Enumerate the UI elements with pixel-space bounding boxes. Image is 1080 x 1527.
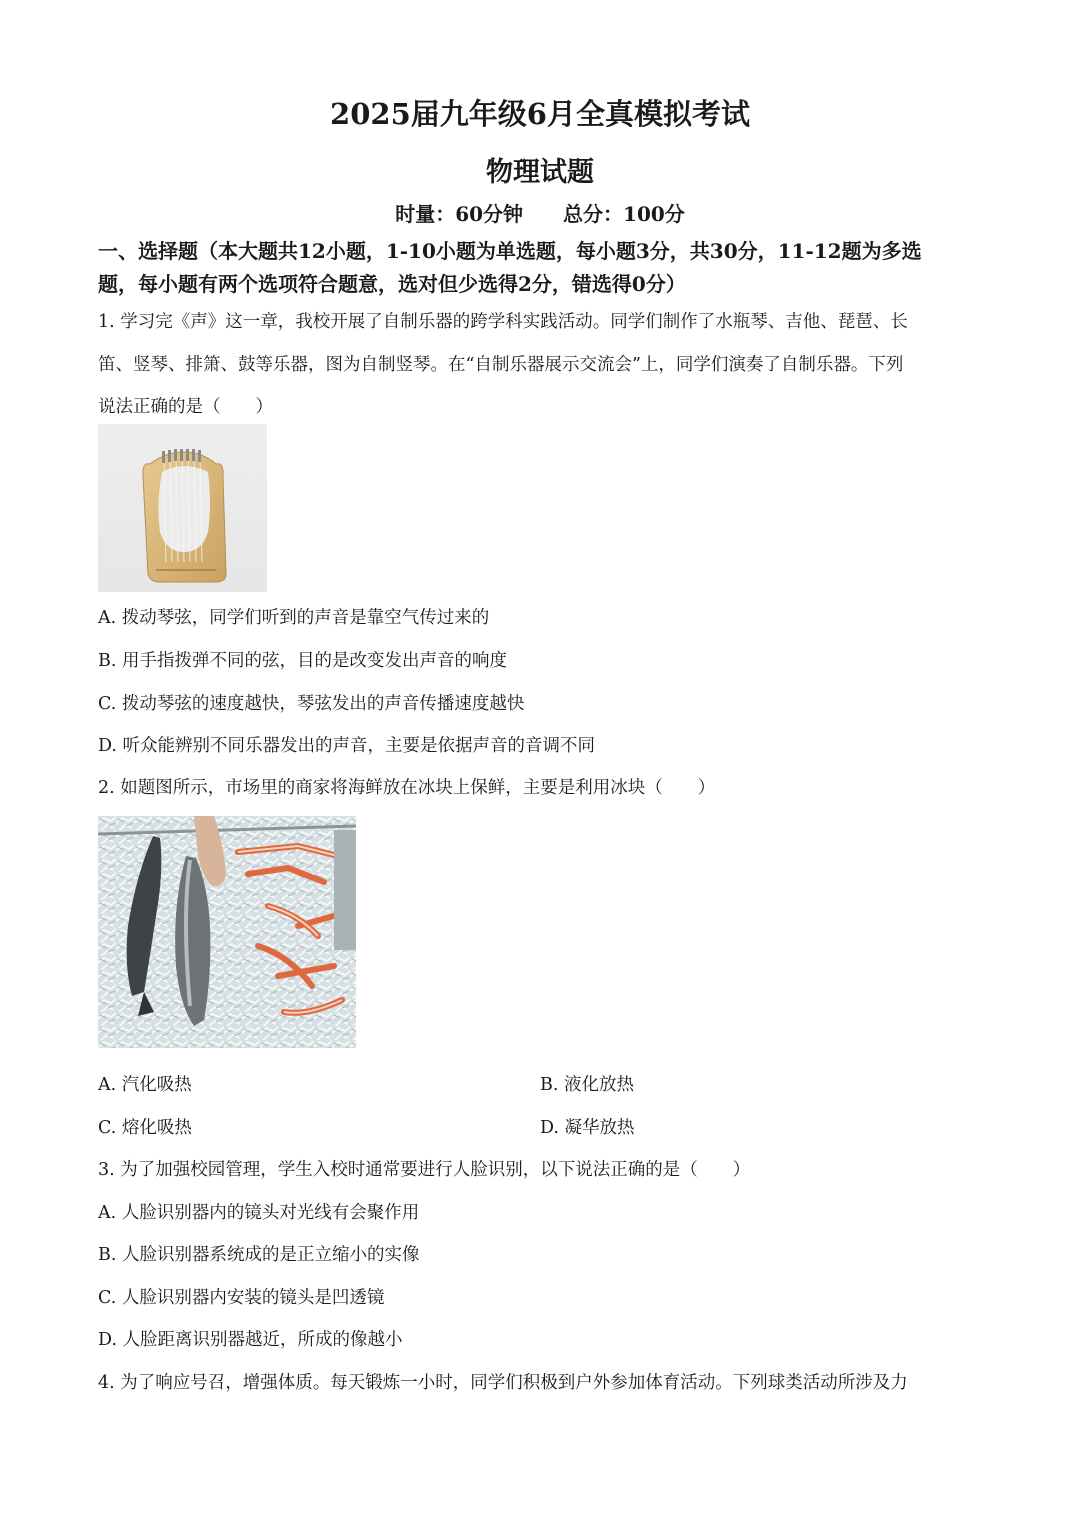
seafood-drawing (98, 816, 356, 1048)
question-3-line-1: 3. 为了加强校园管理，学生入校时通常要进行人脸识别，以下说法正确的是（ ） (98, 1160, 751, 1180)
question-3-option-b: B. 人脸识别器系统成的是正立缩小的实像 (98, 1245, 420, 1265)
score-label: 总分：100分 (563, 202, 685, 226)
seafood-on-ice-image (98, 816, 356, 1048)
exam-time-score (0, 198, 1080, 227)
question-2-option-a: A. 汽化吸热 (98, 1075, 192, 1095)
question-1-option-c: C. 拨动琴弦的速度越快，琴弦发出的声音传播速度越快 (98, 694, 525, 714)
question-4-line-1: 4. 为了响应号召，增强体质。每天锻炼一小时，同学们积极到户外参加体育活动。下列球类活动所涉及力 (98, 1373, 908, 1393)
question-2-line-1: 2. 如题图所示，市场里的商家将海鲜放在冰块上保鲜，主要是利用冰块（ ） (98, 778, 716, 798)
lyre-image (98, 424, 267, 592)
question-2-option-d: D. 凝华放热 (540, 1118, 635, 1138)
question-1-option-d: D. 听众能辨别不同乐器发出的声音，主要是依据声音的音调不同 (98, 736, 596, 756)
question-2-option-c: C. 熔化吸热 (98, 1118, 192, 1138)
time-label: 时量：60分钟 (395, 202, 524, 226)
question-1-line-1: 1. 学习完《声》这一章，我校开展了自制乐器的跨学科实践活动。同学们制作了水瓶琴、吉他、琵琶、长 (98, 312, 908, 332)
question-3-option-c: C. 人脸识别器内安装的镜头是凹透镜 (98, 1288, 385, 1308)
question-1-line-3: 说法正确的是（ ） (98, 397, 273, 417)
exam-subtitle: 物理试题 (486, 157, 594, 188)
question-1-option-b: B. 用手指拨弹不同的弦，目的是改变发出声音的响度 (98, 651, 507, 671)
question-3-option-a: A. 人脸识别器内的镜头对光线有会聚作用 (98, 1203, 420, 1223)
question-1-option-a: A. 拨动琴弦，同学们听到的声音是靠空气传过来的 (98, 608, 490, 628)
question-3-option-d: D. 人脸距离识别器越近，所成的像越小 (98, 1330, 403, 1350)
section-heading-line-2: 题，每小题有两个选项符合题意，选对但少选得2分，错选得0分） (98, 272, 686, 296)
section-heading-line-1: 一、选择题（本大题共12小题，1-10小题为单选题，每小题3分，共30分，11-12题为多选 (98, 239, 922, 263)
question-2-option-b: B. 液化放热 (540, 1075, 634, 1095)
question-1-line-2: 笛、竖琴、排箫、鼓等乐器，图为自制竖琴。在“自制乐器展示交流会”上，同学们演奏了自制乐器。下列 (98, 355, 904, 375)
lyre-drawing (98, 424, 267, 592)
exam-title: 2025届九年级6月全真模拟考试 (330, 97, 750, 131)
